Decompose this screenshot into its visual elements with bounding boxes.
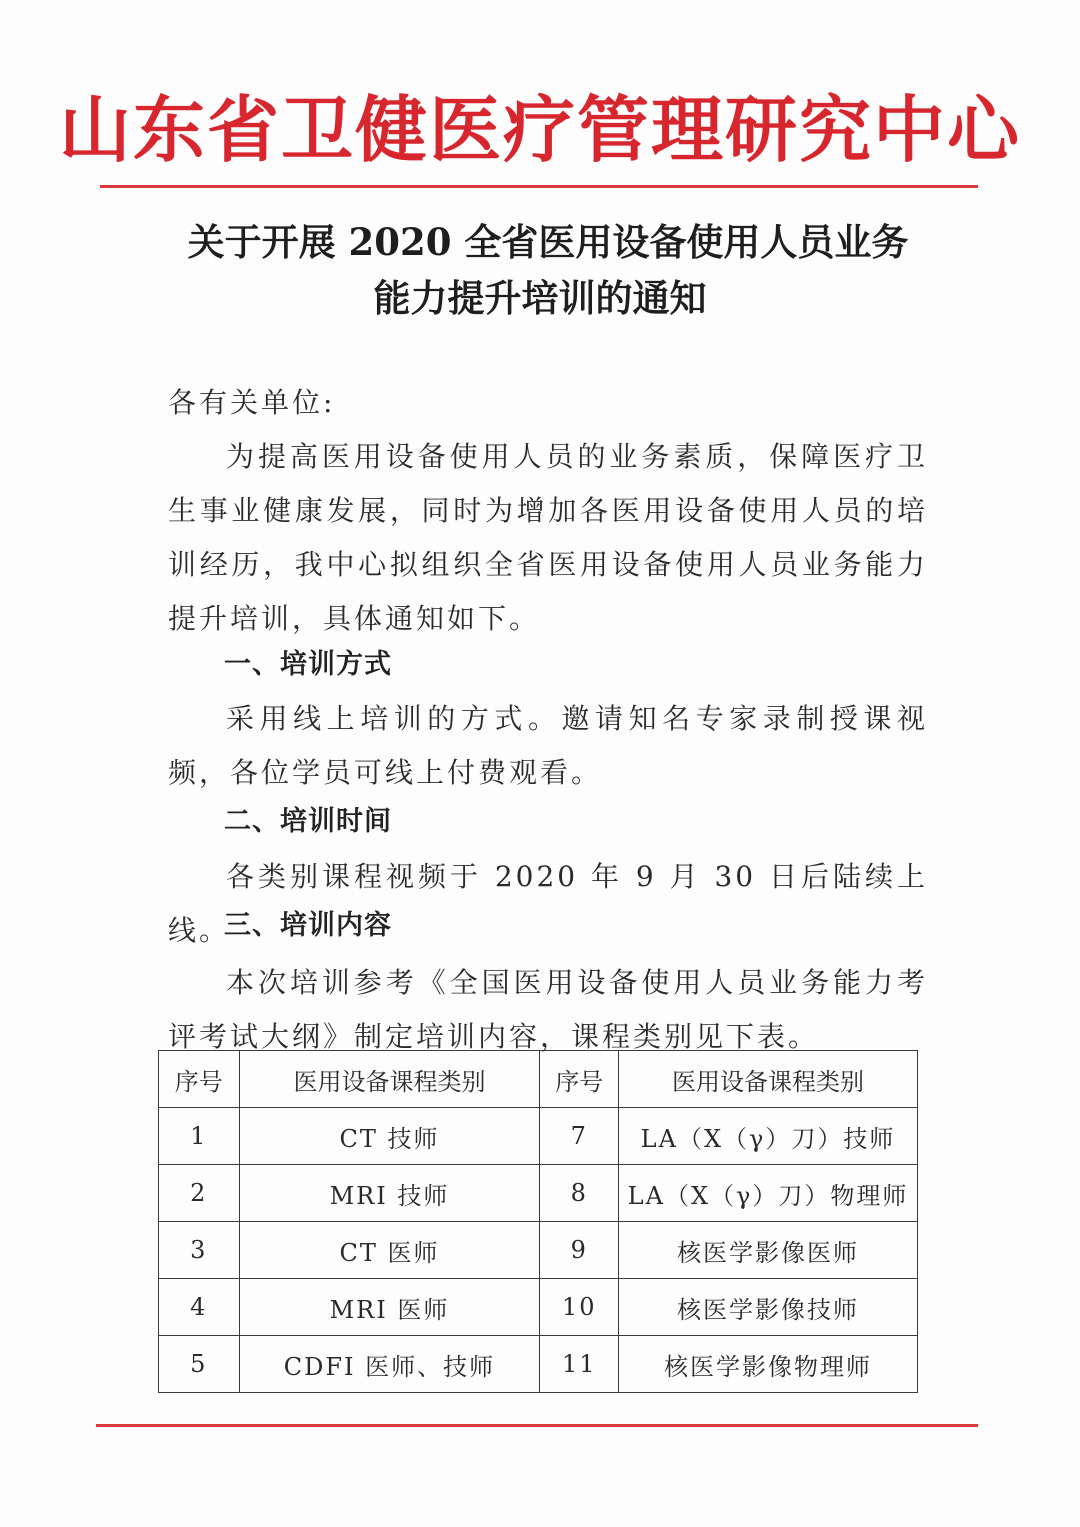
table-row [159,1108,918,1165]
table-cell: 核医学影像医师 [619,1222,918,1279]
organization-header: 山东省卫健医疗管理研究中心 [58,87,1021,172]
document-title-line-1: 关于开展 2020 全省医用设备使用人员业务 [187,220,909,264]
table-row [159,1279,918,1336]
table-cell: 11 [540,1336,619,1393]
section-heading-training-content: 三、培训内容 [224,910,392,941]
table-cell: 3 [159,1222,240,1279]
intro-paragraph: 为提高医用设备使用人员的业务素质，保障医疗卫生事业健康发展，同时为增加各医用设备使用人员的培训经历，我中心拟组织全省医用设备使用人员业务能力提升培训，具体通知如下。 [168,440,928,635]
section-heading-training-time: 二、培训时间 [224,806,392,837]
table-row [159,1165,918,1222]
table-cell: MRI 技师 [239,1165,540,1222]
table-cell: 核医学影像物理师 [619,1336,918,1393]
table-cell: 1 [159,1108,240,1165]
table-row [159,1336,918,1393]
table-cell: CT 技师 [239,1108,540,1165]
table-header-cell: 序号 [159,1051,240,1108]
table-cell: 核医学影像技师 [619,1279,918,1336]
table-cell: 2 [159,1165,240,1222]
table-cell: 7 [540,1108,619,1165]
table-cell: 4 [159,1279,240,1336]
table-cell: LA（X（γ）刀）物理师 [619,1165,918,1222]
table-cell: 8 [540,1165,619,1222]
section-body-training-method: 采用线上培训的方式。邀请知名专家录制授课视频，各位学员可线上付费观看。 [168,702,928,789]
table-row [159,1222,918,1279]
table-cell: CT 医师 [239,1222,540,1279]
table-cell: 10 [540,1279,619,1336]
table-cell: MRI 医师 [239,1279,540,1336]
header-red-rule [100,185,978,188]
table-cell: LA（X（γ）刀）技师 [619,1108,918,1165]
table-cell: CDFI 医师、技师 [239,1336,540,1393]
salutation: 各有关单位: [168,386,336,419]
table-header-row [159,1051,918,1108]
section-heading-training-method: 一、培训方式 [224,649,392,680]
table-header-cell: 序号 [540,1051,619,1108]
document-title-line-2: 能力提升培训的通知 [373,276,707,320]
footer-red-rule [96,1424,978,1427]
table-header-cell: 医用设备课程类别 [239,1051,540,1108]
course-category-table [158,1050,918,1393]
table-cell: 9 [540,1222,619,1279]
section-body-training-content: 本次培训参考《全国医用设备使用人员业务能力考评考试大纲》制定培训内容，课程类别见下表。 [168,966,928,1053]
section-body-training-time: 各类别课程视频于 2020 年 9 月 30 日后陆续上线。 [168,860,928,947]
table-header-cell: 医用设备课程类别 [619,1051,918,1108]
table-cell: 5 [159,1336,240,1393]
